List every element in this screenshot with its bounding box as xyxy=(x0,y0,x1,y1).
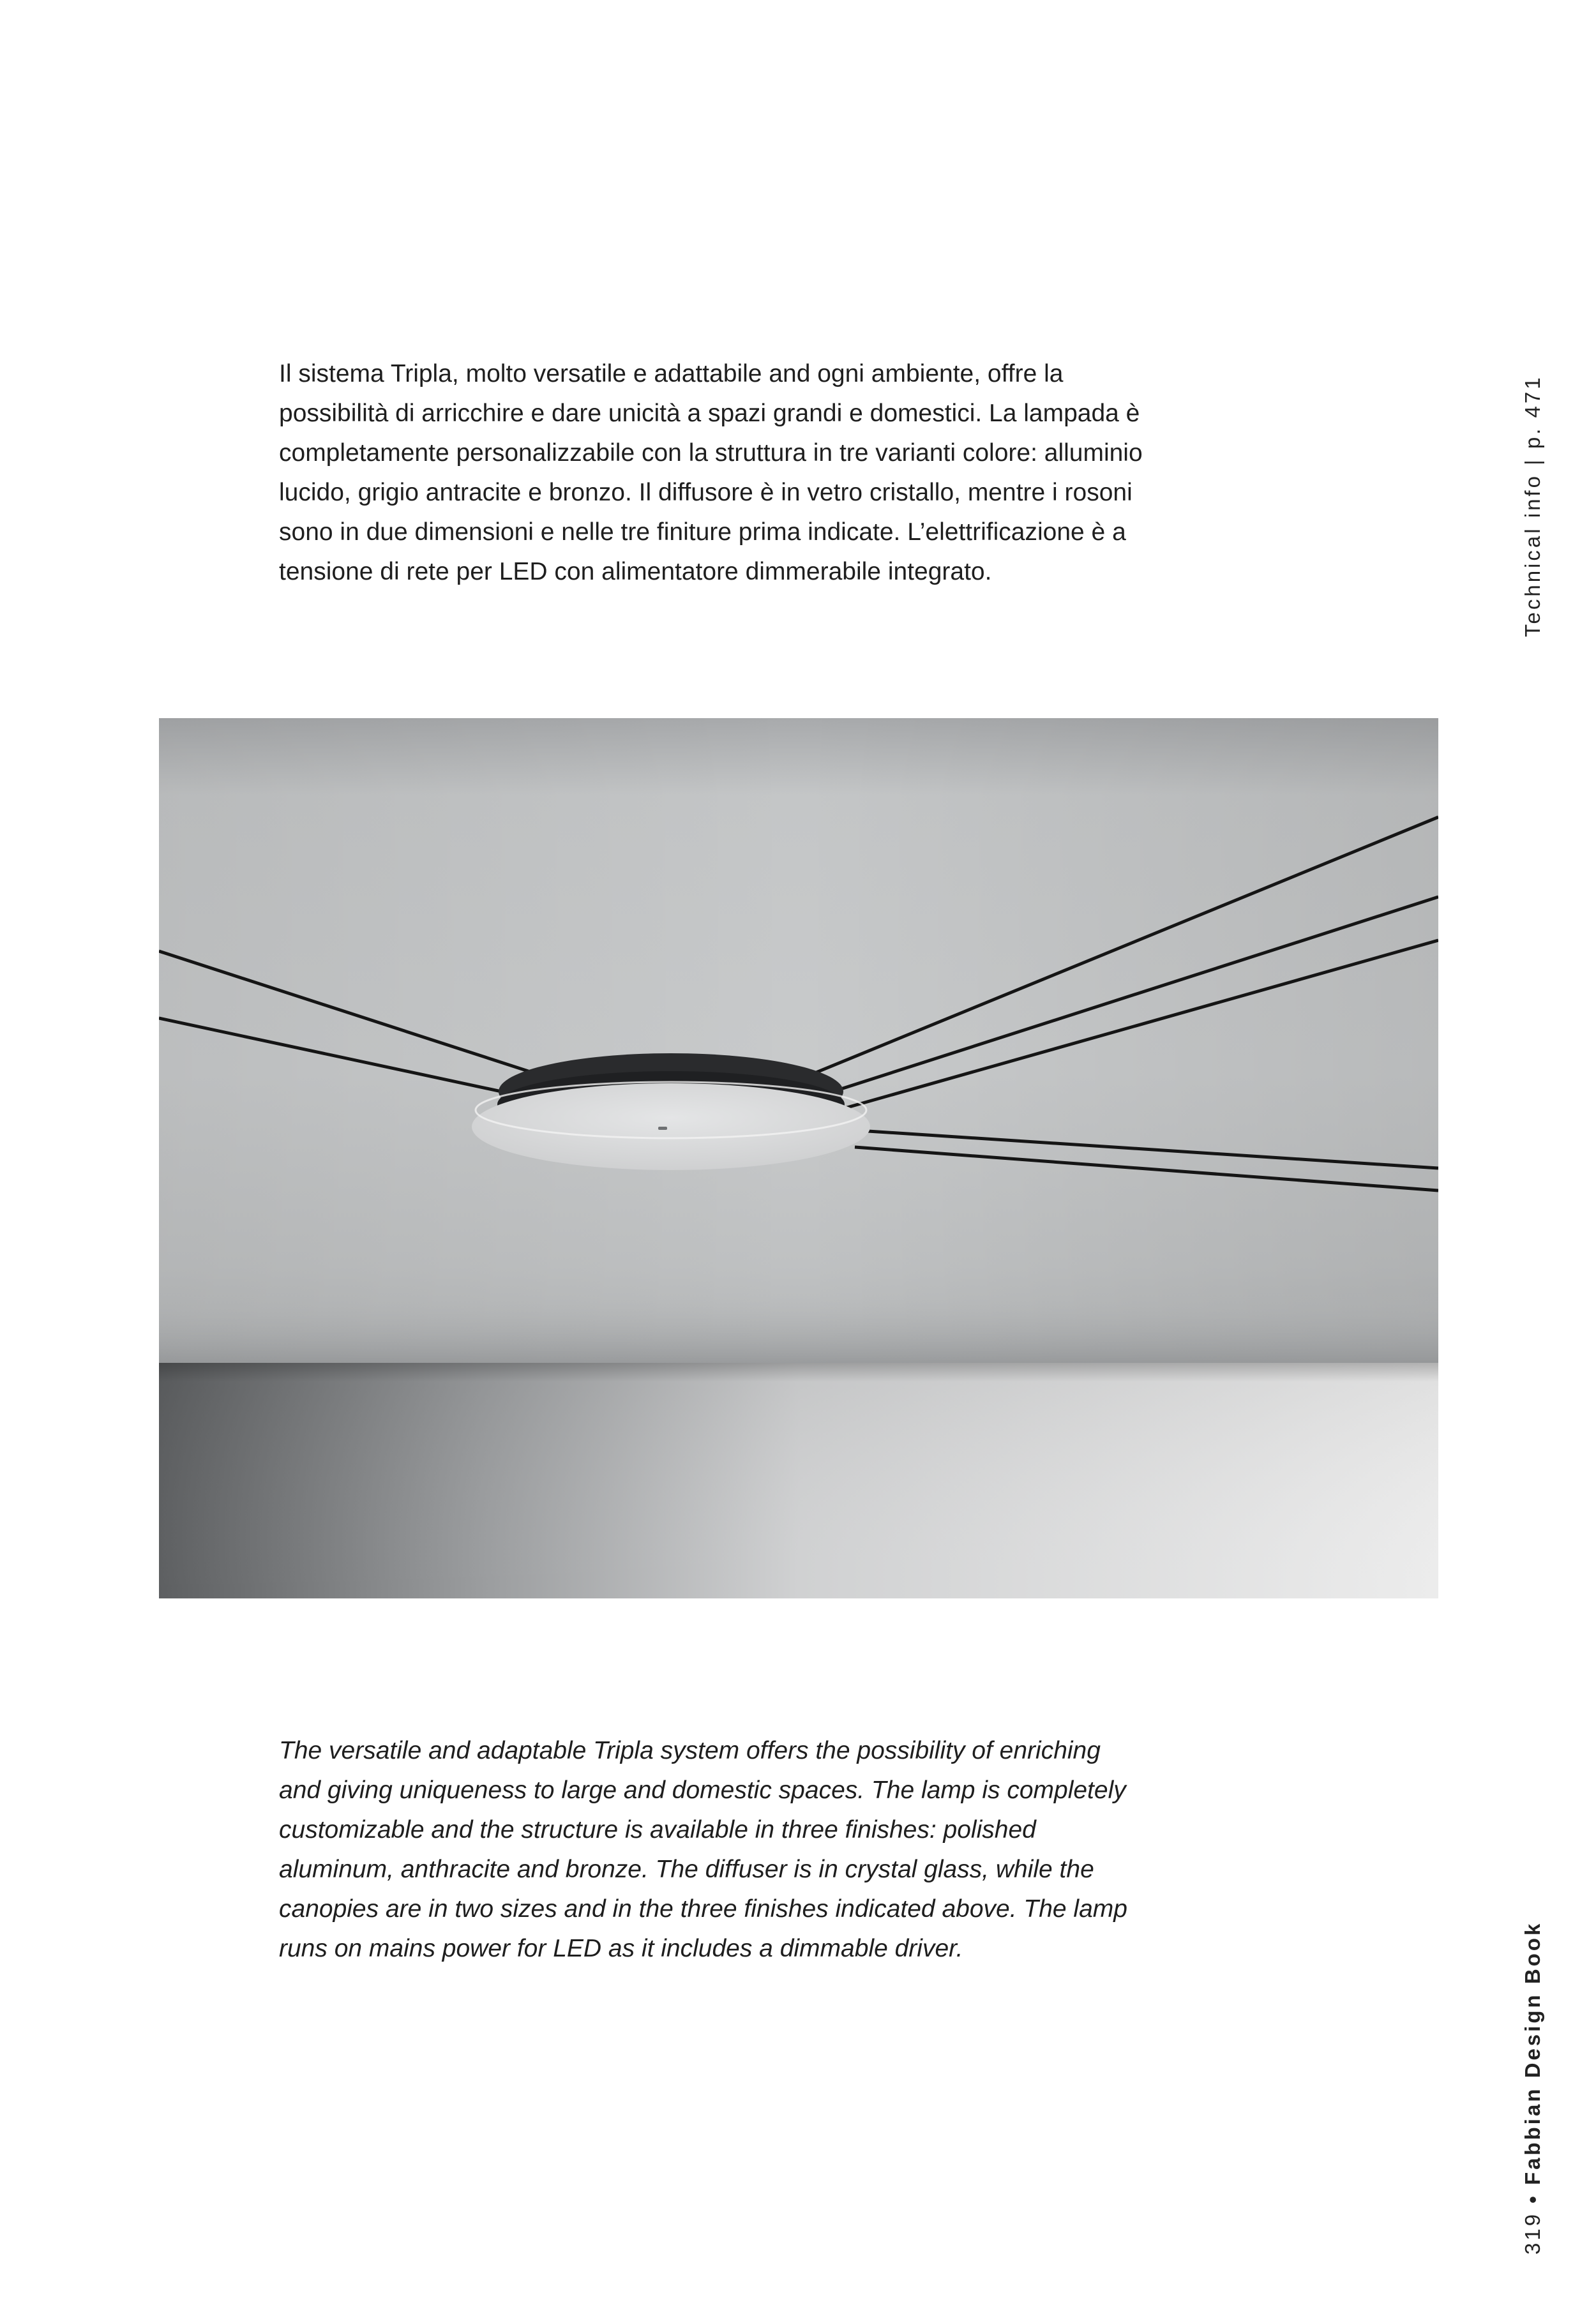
footer-separator: • xyxy=(1521,2185,1544,2212)
italian-line: completamente personalizzabile con la struttura in tre varianti colore: alluminio xyxy=(279,439,1143,467)
english-line: runs on mains power for LED as it includes a dimmable driver. xyxy=(279,1935,963,1962)
product-photo-tripla-ceiling-lamp xyxy=(159,718,1438,1598)
english-line: canopies are in two sizes and in the three finishes indicated above. The lamp xyxy=(279,1895,1127,1923)
italian-line: tensione di rete per LED con alimentatore dimmerabile integrato. xyxy=(279,558,992,585)
english-line: customizable and the structure is available in three finishes: polished xyxy=(279,1816,1036,1844)
english-line: and giving uniqueness to large and domestic spaces. The lamp is completely xyxy=(279,1777,1126,1804)
technical-info-reference: Technical info | p. 471 xyxy=(1521,375,1544,637)
italian-line: possibilità di arricchire e dare unicità a spazi grandi e domestici. La lampada è xyxy=(279,400,1140,427)
book-title: Fabbian Design Book xyxy=(1521,1921,1544,2186)
english-line: The versatile and adaptable Tripla system offers the possibility of enriching xyxy=(279,1737,1101,1764)
page-footer xyxy=(1521,1921,1545,2255)
italian-line: sono in due dimensioni e nelle tre finiture prima indicate. L’elettrificazione è a xyxy=(279,518,1126,546)
page-number: 319 xyxy=(1521,2211,1544,2255)
lamp-diffuser xyxy=(472,1083,870,1170)
italian-description xyxy=(279,354,1198,592)
italian-line: lucido, grigio antracite e bronzo. Il diffusore è in vetro cristallo, mentre i rosoni xyxy=(279,479,1133,506)
english-description xyxy=(279,1731,1198,1969)
english-line: aluminum, anthracite and bronze. The diffuser is in crystal glass, while the xyxy=(279,1856,1094,1883)
italian-line: Il sistema Tripla, molto versatile e adattabile and ogni ambiente, offre la xyxy=(279,360,1064,387)
diffuser-screw xyxy=(658,1127,667,1130)
